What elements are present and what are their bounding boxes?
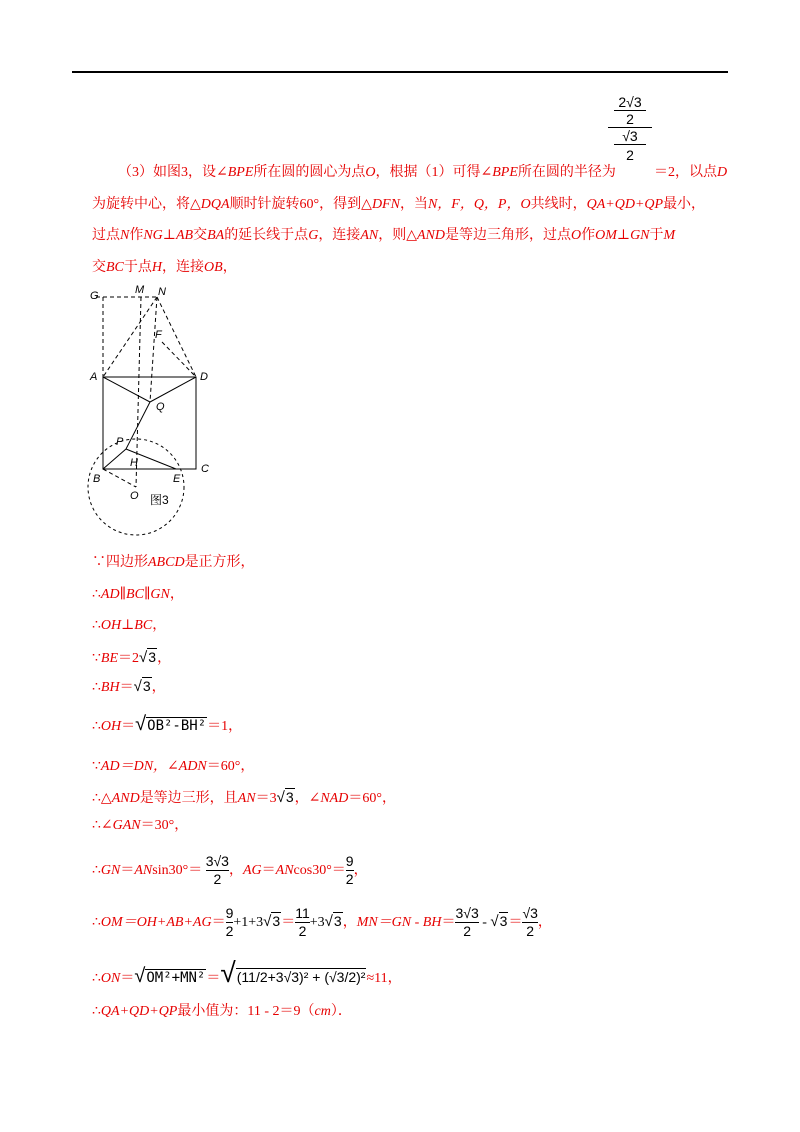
radius-top-num: 2√3 xyxy=(618,94,642,110)
frac-3r3-over-2: $\frac{3√3}{2}$ xyxy=(205,853,229,888)
figure-3 xyxy=(84,282,234,542)
step-5: ∴BH＝√3， xyxy=(92,678,166,695)
label-b: B xyxy=(93,473,101,485)
step-7: ∵AD＝DN，∠ADN＝60°， xyxy=(92,759,255,774)
label-q: Q xyxy=(156,401,165,413)
square-abcd xyxy=(103,377,196,469)
label-e: E xyxy=(173,473,181,485)
label-f: F xyxy=(155,329,162,341)
step-12: ∴ON＝√OM²+MN²＝√(11/2+3√3)² + (√3/2)²≈11， xyxy=(92,957,402,988)
frac-9-over-2: $\frac{9}{2}$ xyxy=(345,853,354,888)
step-4: ∵BE＝2√3， xyxy=(92,649,172,666)
step-3: ∴OH⊥BC， xyxy=(92,618,167,633)
step-6: ∴OH＝√OB²-BH²＝1， xyxy=(92,713,243,735)
label-c: C xyxy=(201,463,209,475)
radius-bottom: 2 xyxy=(626,147,634,163)
label-g: G xyxy=(90,290,99,302)
step-13: ∴QA+QD+QP最小值为：11 - 2＝9（cm）． xyxy=(92,1004,352,1019)
para-line-1-end: ＝2，以点D xyxy=(654,165,728,180)
para-line-4: 交BC于点H，连接OB， xyxy=(92,260,237,275)
step-9: ∴∠GAN＝30°， xyxy=(92,818,189,833)
label-n: N xyxy=(158,286,166,298)
para-line-3: 过点N作NG⊥AB交BA的延长线于点G，连接AN，则△AND是等边三角形，过点O作OM⊥GN于M xyxy=(92,228,676,243)
step-11: ∴OM＝OH+AB+AG＝ $\frac{9}{2}$ +1+3√3＝ $\frac{11}{2}$ +3√3，MN＝GN - BH＝ $\frac{3√3}{2}$ - √3＝ $\frac{√3}{2}$ ， xyxy=(92,905,552,940)
radius-mid: √3 xyxy=(622,128,638,144)
label-p: P xyxy=(116,436,124,448)
step-8: ∴△AND是等边三形，且AN＝3√3，∠NAD＝60°， xyxy=(92,789,396,806)
para-line-2: 为旋转中心，将△DQA顺时针旋转60°，得到△DFN，当N，F，Q，P，O共线时，QA+QD+QP最小， xyxy=(92,197,706,212)
label-a: A xyxy=(90,371,98,383)
step-2: ∴AD∥BC∥GN， xyxy=(92,587,184,602)
header-rule xyxy=(72,71,728,73)
label-d: D xyxy=(200,371,208,383)
figure-caption: 图3 xyxy=(150,493,169,507)
step-1: ∵四边形ABCD是正方形， xyxy=(92,555,255,570)
label-o: O xyxy=(130,490,139,502)
radius-top-den: 2 xyxy=(626,111,634,127)
para-line-1: （3）如图3，设∠BPE所在圆的圆心为点O，根据（1）可得∠BPE所在圆的半径为 xyxy=(118,165,616,180)
label-m: M xyxy=(135,284,145,296)
label-h: H xyxy=(130,457,138,469)
step-10: ∴GN＝ANsin30°＝ $\frac{3√3}{2}$ ，AG＝ANcos30°＝ $\frac{9}{2}$ ， xyxy=(92,853,368,888)
radius-fraction xyxy=(606,94,654,163)
